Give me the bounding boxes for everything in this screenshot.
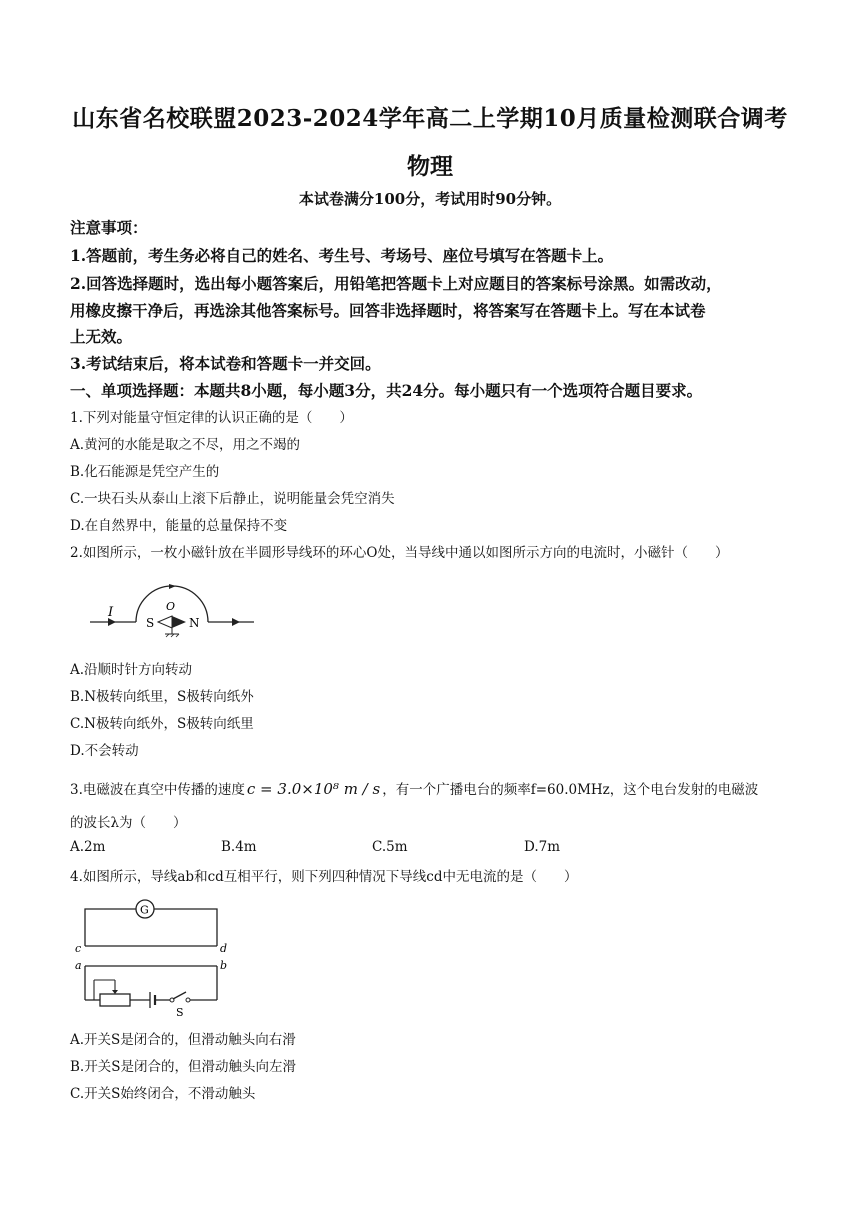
note-2-line-2: 用橡皮擦干净后，再选涂其他答案标号。回答非选择题时，将答案写在答题卡上。写在本试卷 (70, 301, 706, 320)
subject-title: 物理 (407, 153, 453, 180)
exam-info: 本试卷满分100分，考试用时90分钟。 (298, 190, 562, 208)
q2-option-a: A.沿顺时针方向转动 (70, 662, 193, 678)
q2-option-b: B.N极转向纸里，S极转向纸外 (70, 689, 254, 705)
q2-option-d: D.不会转动 (70, 743, 139, 759)
q3-stem-line-2: 的波长λ为（ ） (70, 815, 187, 831)
q3-stem-part-2: ，有一个广播电台的频率f=60.0MHz，这个电台发射的电磁波 (382, 782, 759, 798)
q3-speed-formula: c = 3.0×10⁸ m / s (246, 780, 381, 798)
section-1-heading: 一、单项选择题：本题共8小题，每小题3分，共24分。每小题只有一个选项符合题目要求。 (70, 381, 703, 400)
notes-heading: 注意事项： (70, 218, 148, 237)
q3-stem-line-1 (70, 778, 800, 798)
q4-option-c: C.开关S始终闭合，不滑动触头 (70, 1086, 256, 1102)
q3-option-c: C.5m (372, 839, 408, 855)
q1-option-a: A.黄河的水能是取之不尽，用之不竭的 (70, 437, 301, 453)
q2-north-label: N (189, 616, 200, 630)
note-2-line-1: 2.回答选择题时，选出每小题答案后，用铅笔把答题卡上对应题目的答案标号涂黑。如需改动， (70, 274, 722, 293)
q1-option-d: D.在自然界中，能量的总量保持不变 (70, 518, 288, 534)
q4-label-b: b (220, 959, 228, 972)
note-2-line-3: 上无效。 (70, 327, 133, 346)
q1-option-c: C.一块石头从泰山上滚下后静止，说明能量会凭空消失 (70, 491, 395, 507)
note-3: 3.考试结束后，将本试卷和答题卡一并交回。 (70, 354, 381, 373)
q2-stem: 2.如图所示，一枚小磁针放在半圆形导线环的环心O处，当导线中通以如图所示方向的电流时，小磁针（ ） (70, 545, 729, 561)
q1-option-b: B.化石能源是凭空产生的 (70, 464, 220, 480)
q4-label-a: a (75, 959, 82, 972)
q4-stem: 4.如图所示，导线ab和cd互相平行，则下列四种情况下导线cd中无电流的是（ ） (70, 869, 578, 885)
q3-option-b: B.4m (221, 839, 257, 855)
q4-galvanometer-label: G (140, 903, 149, 917)
q4-label-c: c (75, 942, 82, 955)
q4-figure-parallel-wires-circuit (72, 896, 238, 1018)
q4-option-a: A.开关S是闭合的，但滑动触头向右滑 (70, 1032, 296, 1048)
exam-title: 山东省名校联盟2023-2024学年高二上学期10月质量检测联合调考 (72, 105, 788, 132)
q3-option-a: A.2m (70, 839, 106, 855)
q2-center-label: O (166, 600, 176, 613)
q2-option-c: C.N极转向纸外，S极转向纸里 (70, 716, 254, 732)
q1-stem: 1.下列对能量守恒定律的认识正确的是（ ） (70, 410, 353, 426)
q3-stem-part-1: 3.电磁波在真空中传播的速度 (70, 782, 245, 798)
q3-option-d: D.7m (524, 839, 561, 855)
q2-figure-semicircle-wire (86, 576, 260, 638)
q2-current-label: I (108, 605, 114, 620)
q2-south-label: S (146, 616, 155, 630)
q4-label-d: d (220, 942, 228, 955)
q4-option-b: B.开关S是闭合的，但滑动触头向左滑 (70, 1059, 296, 1075)
note-1: 1.答题前，考生务必将自己的姓名、考生号、考场号、座位号填写在答题卡上。 (70, 246, 614, 265)
q4-switch-label: S (176, 1006, 184, 1018)
